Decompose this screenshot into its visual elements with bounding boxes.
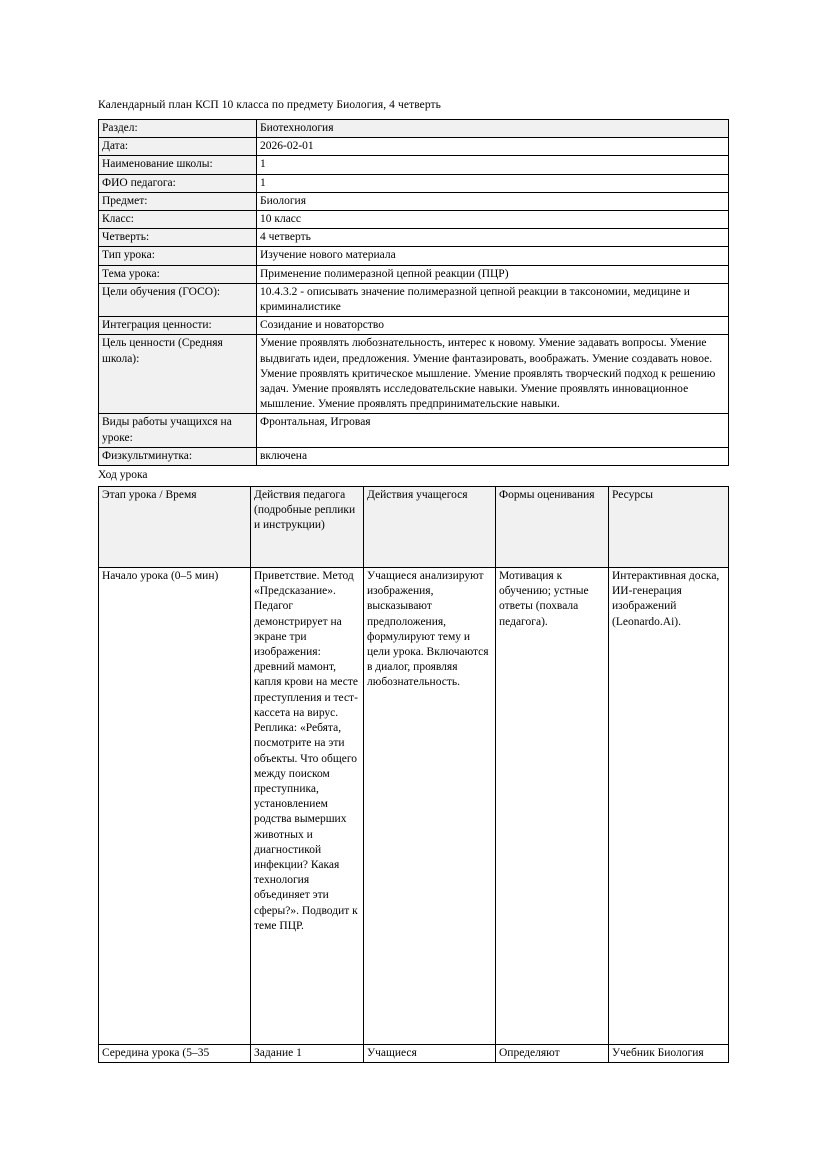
table-row (99, 414, 729, 447)
cell-student-actions: Учащиеся анализируют изображения, высказывают предположения, формулируют тему и цели урока. Включаются в диалог, проявляя любознательность. (364, 568, 496, 1045)
cell-resources: Интерактивная доска, ИИ-генерация изображений (Leonardo.Ai). (609, 568, 729, 1045)
lesson-info-table (98, 119, 729, 466)
table-row (99, 568, 729, 1045)
column-header-student-actions: Действия учащегося (364, 487, 496, 568)
info-value: Созидание и новаторство (257, 317, 729, 335)
table-header-row (99, 487, 729, 568)
table-row (99, 192, 729, 210)
table-row (99, 211, 729, 229)
info-label: Дата: (99, 138, 257, 156)
table-row (99, 174, 729, 192)
info-label: Наименование школы: (99, 156, 257, 174)
table-row (99, 317, 729, 335)
info-value: 4 четверть (257, 229, 729, 247)
table-row (99, 229, 729, 247)
info-label: Физкультминутка: (99, 447, 257, 465)
column-header-stage: Этап урока / Время (99, 487, 251, 568)
info-value: 1 (257, 174, 729, 192)
info-value: включена (257, 447, 729, 465)
info-value: 10 класс (257, 211, 729, 229)
lesson-info-body (99, 120, 729, 466)
info-label: Тема урока: (99, 265, 257, 283)
info-label: Интеграция ценности: (99, 317, 257, 335)
info-label: Тип урока: (99, 247, 257, 265)
table-row (99, 247, 729, 265)
info-value: Биология (257, 192, 729, 210)
table-row (99, 447, 729, 465)
cell-assessment-forms: Определяют (496, 1045, 609, 1063)
lesson-flow-header (99, 487, 729, 568)
table-row (99, 138, 729, 156)
info-label: Цели обучения (ГОСО): (99, 283, 257, 316)
table-row (99, 120, 729, 138)
cell-assessment-forms: Мотивация к обучению; устные ответы (похвала педагога). (496, 568, 609, 1045)
info-value: Умение проявлять любознательность, интерес к новому. Умение задавать вопросы. Умение выдвигать идеи, предложения. Умение фантазировать, воображать. Умение создавать новое. Умение проявлять критическое мышление. Умение проявлять творческий подход к решению задач. Умение проявлять исследовательские навыки. Умение проявлять инновационное мышление. Умение проявлять предпринимательские навыки. (257, 335, 729, 414)
section-caption: Ход урока (98, 469, 148, 482)
cell-resources: Учебник Биология (609, 1045, 729, 1063)
lesson-flow-table (98, 486, 729, 1063)
info-label: Раздел: (99, 120, 257, 138)
info-label: Класс: (99, 211, 257, 229)
cell-student-actions: Учащиеся (364, 1045, 496, 1063)
table-row (99, 283, 729, 316)
column-header-teacher-actions: Действия педагога (подробные реплики и инструкции) (251, 487, 364, 568)
info-value: 2026-02-01 (257, 138, 729, 156)
column-header-resources: Ресурсы (609, 487, 729, 568)
table-row (99, 265, 729, 283)
info-label: ФИО педагога: (99, 174, 257, 192)
cell-teacher-actions: Задание 1 (251, 1045, 364, 1063)
column-header-assessment-forms: Формы оценивания (496, 487, 609, 568)
table-row (99, 1045, 729, 1063)
cell-stage: Середина урока (5–35 (99, 1045, 251, 1063)
page-title: Календарный план КСП 10 класса по предмету Биология, 4 четверть (98, 99, 442, 111)
info-value: Фронтальная, Игровая (257, 414, 729, 447)
info-value: Применение полимеразной цепной реакции (ПЦР) (257, 265, 729, 283)
page-content (98, 98, 728, 1063)
info-label: Цель ценности (Средняя школа): (99, 335, 257, 414)
info-value: 10.4.3.2 - описывать значение полимеразной цепной реакции в таксономии, медицине и криминалистике (257, 283, 729, 316)
cell-teacher-actions: Приветствие. Метод «Предсказание». Педагог демонстрирует на экране три изображения: древний мамонт, капля крови на месте преступления и тест-кассета на вирус. Реплика: «Ребята, посмотрите на эти объекты. Что общего между поиском преступника, установлением родства вымерших животных и диагностикой инфекции? Какая технология объединяет эти сферы?». Подводит к теме ПЦР. (251, 568, 364, 1045)
table-row (99, 156, 729, 174)
info-label: Четверть: (99, 229, 257, 247)
info-label: Предмет: (99, 192, 257, 210)
table-row (99, 335, 729, 414)
info-label: Виды работы учащихся на уроке: (99, 414, 257, 447)
info-value: Биотехнология (257, 120, 729, 138)
info-value: Изучение нового материала (257, 247, 729, 265)
cell-stage: Начало урока (0–5 мин) (99, 568, 251, 1045)
info-value: 1 (257, 156, 729, 174)
lesson-flow-body (99, 568, 729, 1063)
